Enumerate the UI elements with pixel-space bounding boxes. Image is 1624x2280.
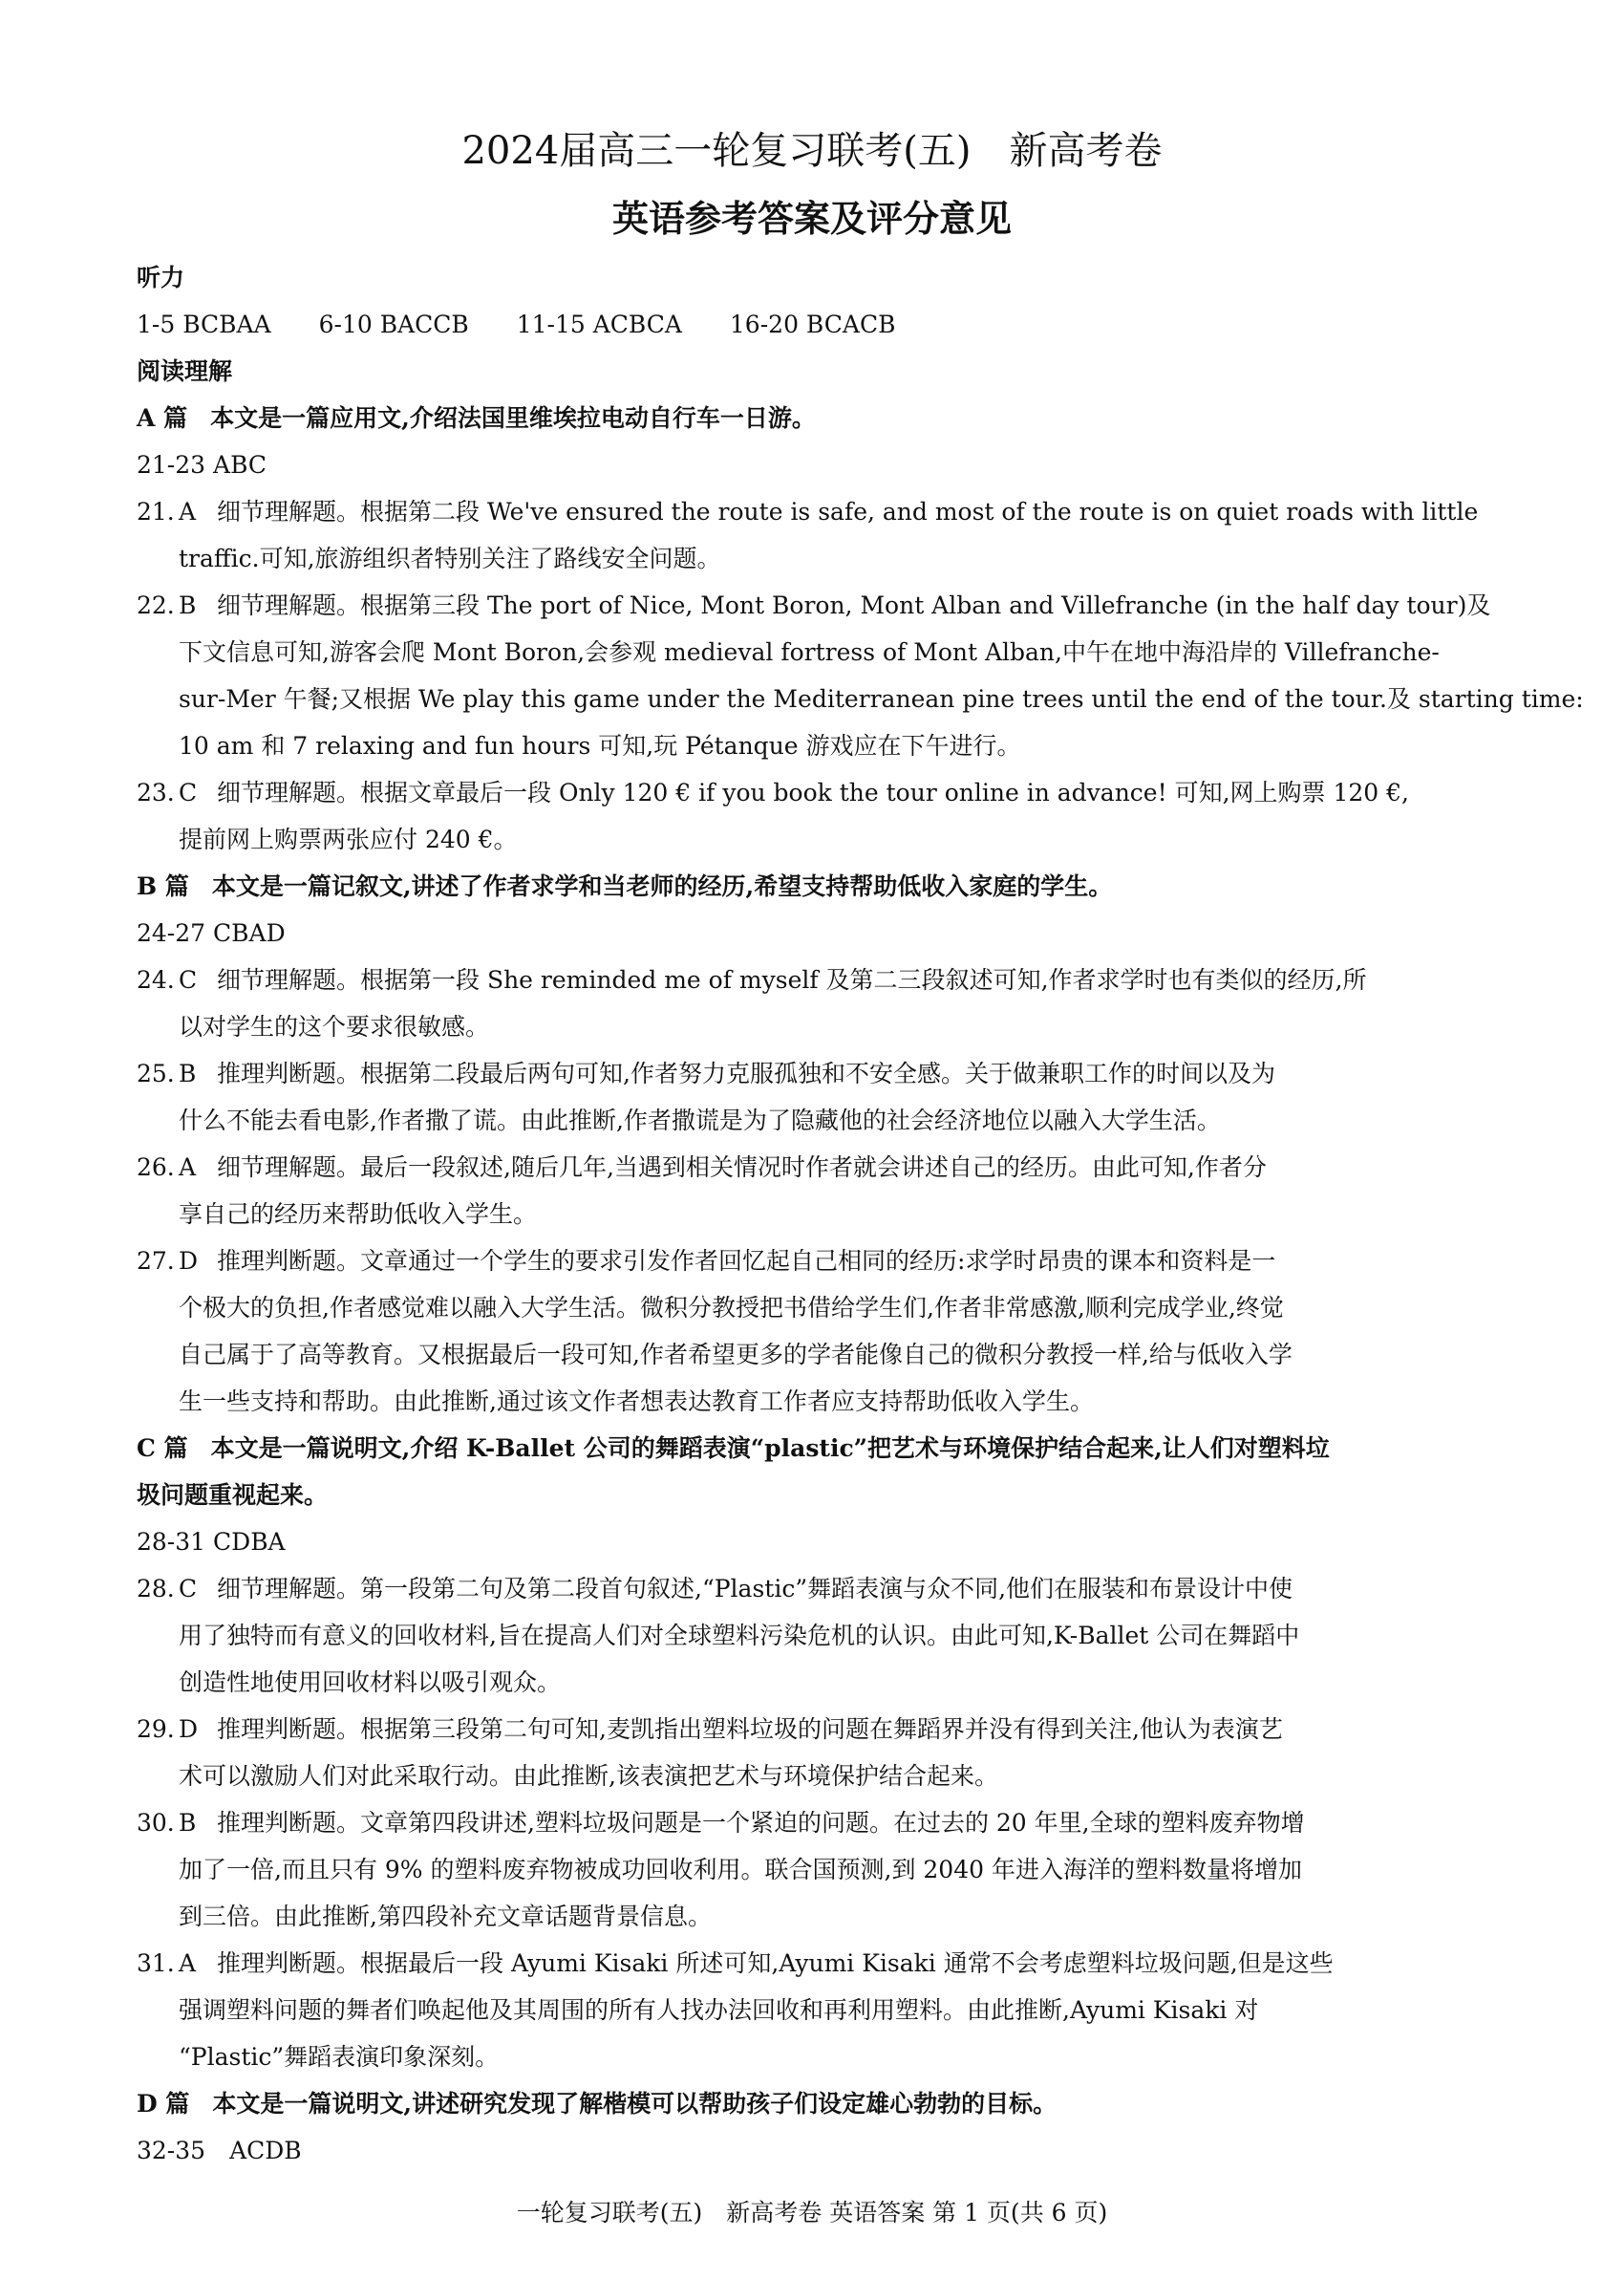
section-label: A 篇 [137,404,188,432]
answer-item [137,582,1584,769]
explanation-line: 加了一倍,而且只有 9% 的塑料废弃物被成功回收利用。联合国预测,到 2040 年进入海洋的塑料数量将增加 [179,1856,1302,1883]
explanation-line: 享自己的经历来帮助低收入学生。 [179,1200,538,1228]
explanation-line: 用了独特而有意义的回收材料,旨在提高人们对全球塑料污染危机的认识。由此可知,K-Ballet 公司在舞蹈中 [179,1622,1300,1649]
reading-heading: 阅读理解 [137,357,233,385]
explanation-line: 下文信息可知,游客会爬 Mont Boron,会参观 medieval fortress of Mont Alban,中午在地中海沿岸的 Villefranche- [179,638,1440,666]
question-number: 30. [137,1809,175,1837]
explanation-line: 细节理解题。根据第一段 She reminded me of myself 及第二三段叙述可知,作者求学时也有类似的经历,所 [217,966,1367,994]
answer-item [137,1050,1510,1144]
section-heading [137,863,1510,910]
section-label: C 篇 [137,1434,188,1462]
listening-key: 1-5 BCBAA [137,311,271,338]
section-answer-key: 32-35 ACDB [137,2137,302,2164]
question-number: 29. [137,1715,175,1743]
answer-item [137,1565,1510,1706]
section-heading [137,2080,1510,2127]
explanation-line: 细节理解题。根据第二段 We've ensured the route is safe, and most of the route is on quiet roads with little [217,498,1479,526]
explanation-line: 细节理解题。根据第三段 The port of Nice, Mont Boron, Mont Alban and Villefranche (in the half day tour)及 [217,592,1491,619]
page-subtitle: 英语参考答案及评分意见 [611,197,1012,240]
section-heading [137,395,1510,441]
answer-item [137,1706,1510,1799]
section-heading [137,1425,1510,1472]
answer-item [137,769,1510,863]
explanation-line: 推理判断题。根据最后一段 Ayumi Kisaki 所述可知,Ayumi Kisaki 通常不会考虑塑料垃圾问题,但是这些 [217,1949,1334,1977]
answer-letter: A [179,1153,197,1181]
explanation-line: 细节理解题。第一段第二句及第二段首句叙述,“Plastic”舞蹈表演与众不同,他们在服装和布景设计中使 [217,1575,1293,1602]
section-answer-key: 21-23 ABC [137,451,267,479]
answer-letter: C [179,966,198,994]
question-number: 22. [137,592,175,619]
answer-letter: C [179,1575,198,1602]
page-footer: 一轮复习联考(五) 新高考卷 英语答案 第 1 页(共 6 页) [516,2199,1108,2226]
explanation-line: 10 am 和 7 relaxing and fun hours 可知,玩 Pétanque 游戏应在下午进行。 [179,732,1021,760]
question-number: 21. [137,498,175,526]
explanation-line: traffic.可知,旅游组织者特别关注了路线安全问题。 [179,545,721,572]
listening-key: 16-20 BCACB [729,311,896,338]
explanation-line: 创造性地使用回收材料以吸引观众。 [179,1668,562,1696]
question-number: 26. [137,1153,175,1181]
answer-item [137,957,1510,1050]
section-summary-continued: 圾问题重视起来。 [137,1481,329,1509]
section-answer-key: 24-27 CBAD [137,919,286,947]
explanation-line: 细节理解题。根据文章最后一段 Only 120 € if you book the tour online in advance! 可知,网上购票 120 €, [217,779,1409,807]
question-number: 31. [137,1949,175,1977]
answer-letter: C [179,779,198,807]
listening-key: 11-15 ACBCA [516,311,682,338]
explanation-line: 推理判断题。文章通过一个学生的要求引发作者回忆起自己相同的经历:求学时昂贵的课本和资料是一 [217,1247,1276,1275]
answer-letter: B [179,592,197,619]
answer-letter: B [179,1809,197,1837]
answer-item [137,488,1510,582]
section-summary: 本文是一篇应用文,介绍法国里维埃拉电动自行车一日游。 [210,404,816,432]
explanation-line: “Plastic”舞蹈表演印象深刻。 [179,2043,500,2071]
explanation-line: 以对学生的这个要求很敏感。 [179,1013,490,1041]
page-title: 2024届高三一轮复习联考(五) 新高考卷 [461,129,1163,173]
explanation-line: sur-Mer 午餐;又根据 We play this game under the Mediterranean pine trees until the end of the tour.及 starting time: [179,685,1584,713]
section-answer-key: 28-31 CDBA [137,1528,286,1556]
section-summary: 本文是一篇说明文,介绍 K-Ballet 公司的舞蹈表演“plastic”把艺术与环境保护结合起来,让人们对塑料垃 [210,1434,1330,1462]
question-number: 28. [137,1575,175,1602]
explanation-line: 个极大的负担,作者感觉难以融入大学生活。微积分教授把书借给学生们,作者非常感激,顺利完成学业,终觉 [179,1294,1284,1322]
listening-heading: 听力 [137,264,185,291]
explanation-line: 术可以激励人们对此采取行动。由此推断,该表演把艺术与环境保护结合起来。 [179,1762,998,1790]
answer-letter: B [179,1060,197,1087]
answer-item [137,1799,1510,1940]
explanation-line: 强调塑料问题的舞者们唤起他及其周围的所有人找办法回收和再利用塑料。由此推断,Ayumi Kisaki 对 [179,1996,1259,2024]
explanation-line: 细节理解题。最后一段叙述,随后几年,当遇到相关情况时作者就会讲述自己的经历。由此可知,作者分 [217,1153,1267,1181]
explanation-line: 推理判断题。根据第二段最后两句可知,作者努力克服孤独和不安全感。关于做兼职工作的时间以及为 [217,1060,1275,1087]
listening-keys [137,301,1510,348]
question-number: 25. [137,1060,175,1087]
answer-item [137,1144,1510,1237]
explanation-line: 自己属于了高等教育。又根据最后一段可知,作者希望更多的学者能像自己的微积分教授一样,给与低收入学 [179,1341,1293,1368]
question-number: 27. [137,1247,175,1275]
explanation-line: 到三倍。由此推断,第四段补充文章话题背景信息。 [179,1903,712,1930]
section-label: B 篇 [137,872,189,900]
answer-item [137,1237,1510,1425]
answer-letter: D [179,1715,199,1743]
explanation-line: 提前网上购票两张应付 240 €。 [179,826,518,853]
answer-letter: D [179,1247,199,1275]
reading-sections [137,395,1584,2174]
answer-content [137,254,1584,2174]
explanation-line: 什么不能去看电影,作者撒了谎。由此推断,作者撒谎是为了隐藏他的社会经济地位以融入大学生活。 [179,1107,1221,1134]
answer-letter: A [179,498,197,526]
explanation-line: 推理判断题。根据第三段第二句可知,麦凯指出塑料垃圾的问题在舞蹈界并没有得到关注,他认为表演艺 [217,1715,1283,1743]
question-number: 24. [137,966,175,994]
answer-item [137,1940,1510,2080]
section-label: D 篇 [137,2090,190,2118]
question-number: 23. [137,779,175,807]
explanation-line: 生一些支持和帮助。由此推断,通过该文作者想表达教育工作者应支持帮助低收入学生。 [179,1387,1094,1415]
answer-letter: A [179,1949,197,1977]
explanation-line: 推理判断题。文章第四段讲述,塑料垃圾问题是一个紧迫的问题。在过去的 20 年里,全球的塑料废弃物增 [217,1809,1305,1837]
listening-key: 6-10 BACCB [318,311,469,338]
section-summary: 本文是一篇说明文,讲述研究发现了解楷模可以帮助孩子们设定雄心勃勃的目标。 [212,2090,1058,2118]
section-summary: 本文是一篇记叙文,讲述了作者求学和当老师的经历,希望支持帮助低收入家庭的学生。 [211,872,1113,900]
